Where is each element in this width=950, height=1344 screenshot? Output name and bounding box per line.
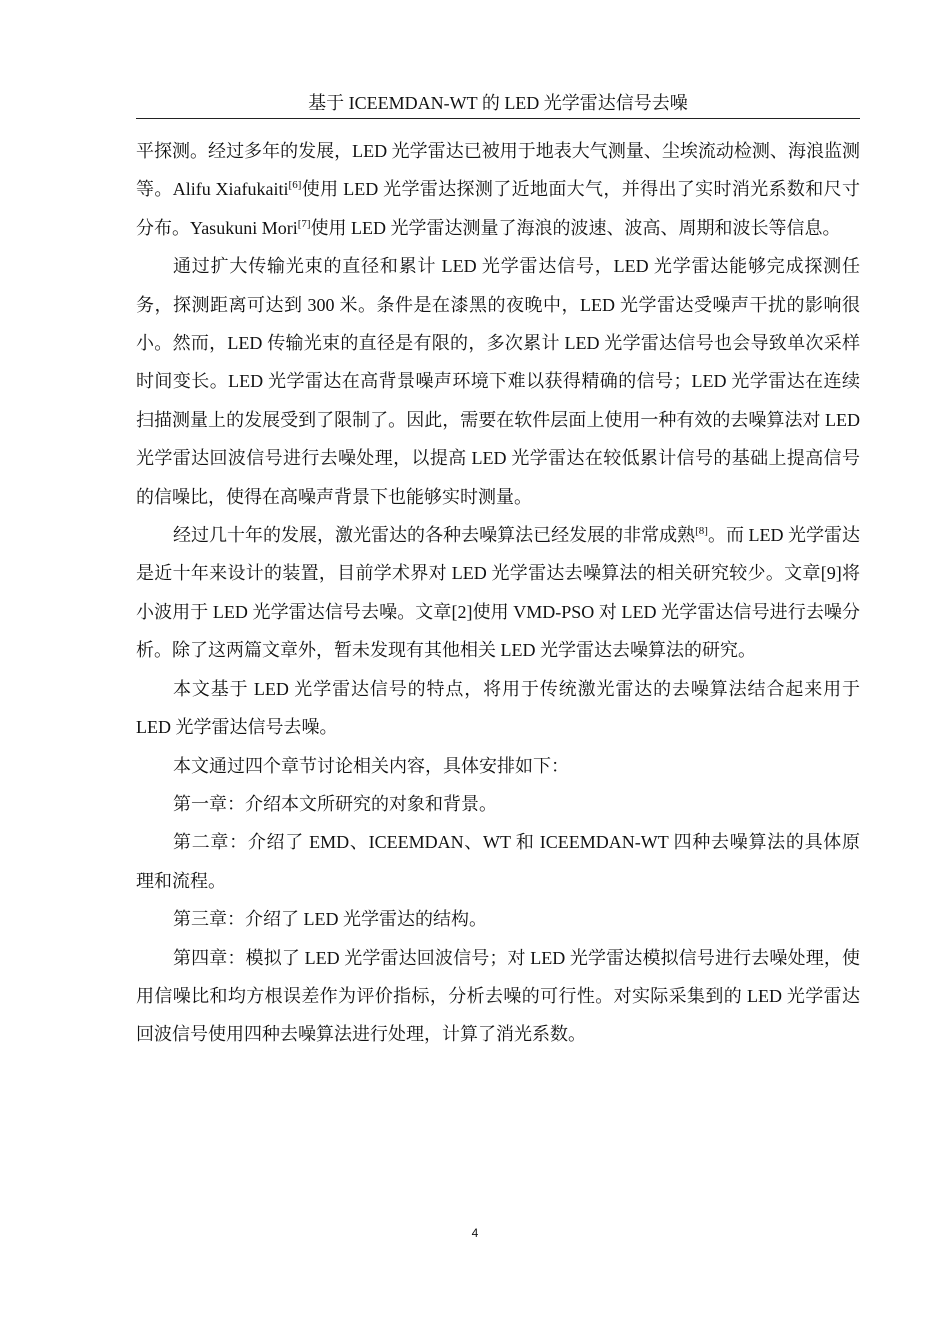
paragraph-3-text-a: 经过几十年的发展，激光雷达的各种去噪算法已经发展的非常成熟: [173, 525, 696, 546]
page-number: 4: [471, 1226, 479, 1240]
chapter-4-summary: 第四章：模拟了 LED 光学雷达回波信号；对 LED 光学雷达模拟信号进行去噪处理，使用信噪比和均方根误差作为评价指标，分析去噪的可行性。对实际采集到的 LED 光学雷达回波信号使用四种去噪算法进行处理，计算了消光系数。: [136, 947, 860, 1045]
paragraph-1-text-a: 平探测。经过多年的发展，LED 光学雷达已被用于地表大气测量、尘埃流动检测、海浪监测等。Alifu Xiafukaiti: [136, 141, 860, 200]
paragraph-4: 本文基于 LED 光学雷达信号的特点，将用于传统激光雷达的去噪算法结合起来用于 LED 光学雷达信号去噪。: [136, 678, 860, 738]
chapter-1-summary: 第一章：介绍本文所研究的对象和背景。: [173, 793, 497, 814]
paragraph-3-text-b: 。而 LED 光学雷达是近十年来设计的装置，目前学术界对 LED 光学雷达去噪算法的相关研究较少。文章[9]将小波用于 LED 光学雷达信号去噪。文章[2]使用 VMD-PSO 对 LED 光学雷达信号进行去噪分析。除了这两篇文章外，暂未发现有其他相关 LED 光学雷达去噪算法的研究。: [136, 525, 860, 661]
body-text: [136, 132, 860, 1054]
paragraph-1-text-c: 使用 LED 光学雷达测量了海浪的波速、波高、周期和波长等信息。: [310, 217, 841, 238]
citation-7: [7]: [297, 217, 311, 230]
paragraph-5: 本文通过四个章节讨论相关内容，具体安排如下：: [173, 755, 569, 776]
citation-8: [8]: [695, 525, 708, 538]
running-header: 基于 ICEEMDAN-WT 的 LED 光学雷达信号去噪: [136, 88, 860, 119]
chapter-2-summary: 第二章：介绍了 EMD、ICEEMDAN、WT 和 ICEEMDAN-WT 四种去噪算法的具体原理和流程。: [136, 832, 860, 891]
paragraph-3: [136, 516, 860, 670]
paragraph-2: 通过扩大传输光束的直径和累计 LED 光学雷达信号，LED 光学雷达能够完成探测任务，探测距离可达到 300 米。条件是在漆黑的夜晚中，LED 光学雷达受噪声干扰的影响很小。然而，LED 传输光束的直径是有限的，多次累计 LED 光学雷达信号也会导致单次采样时间变长。LED 光学雷达在高背景噪声环境下难以获得精确的信号；LED 光学雷达在连续扫描测量上的发展受到了限制了。因此，需要在软件层面上使用一种有效的去噪算法对 LED 光学雷达回波信号进行去噪处理，以提高 LED 光学雷达在较低累计信号的基础上提高信号的信噪比，使得在高噪声背景下也能够实时测量。: [136, 256, 860, 507]
chapter-3-summary: 第三章：介绍了 LED 光学雷达的结构。: [173, 909, 487, 930]
citation-6: [6]: [288, 179, 302, 192]
paragraph-1-text-b: 使用 LED 光学雷达探测了近地面大气，并得出了实时消光系数和尺寸分布。Yasukuni Mori: [136, 179, 860, 238]
paragraph-1: [136, 132, 860, 247]
